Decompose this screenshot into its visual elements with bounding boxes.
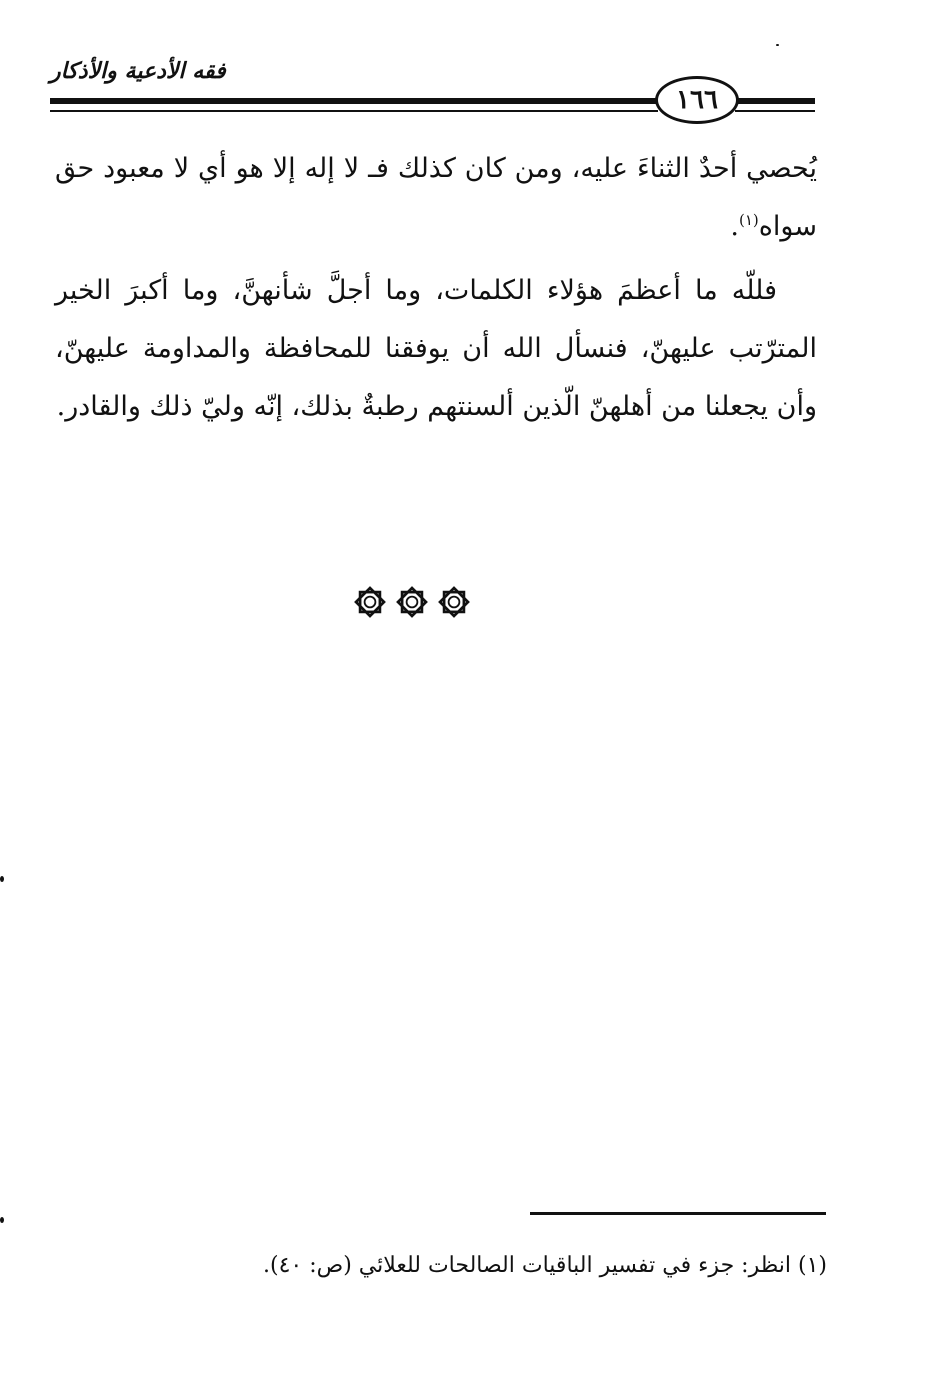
star-ornament-icon (436, 584, 472, 620)
star-ornament-icon (352, 584, 388, 620)
header-rule-right (735, 98, 815, 104)
header-rule-thin (50, 110, 658, 112)
page-number: ١٦٦ (676, 85, 718, 115)
page-header (0, 0, 938, 130)
header-rule-right-thin (735, 110, 815, 112)
footnote: (١) انظر: جزء في تفسير الباقيات الصالحات للعلائي (ص: ٤٠). (262, 1253, 827, 1278)
scan-speck (776, 44, 779, 46)
paragraph-2: فللّه ما أعظمَ هؤلاء الكلمات، وما أجلَّ شأنهنَّ، وما أكبرَ الخير المترّتب عليهنّ، فنسأل الله أن يوفقنا للمحافظة والمداومة عليهنّ، وأن يجعلنا من أهلهنّ الّذين ألسنتهم رطبةٌ بذلك، إنّه وليّ ذلك والقادر. (55, 275, 817, 422)
paragraph-1-end: . (730, 211, 739, 242)
page-number-badge (655, 76, 739, 124)
scan-speck (0, 876, 4, 882)
star-ornament-icon (394, 584, 430, 620)
paragraph-1-text: يُحصي أحدٌ الثناءَ عليه، ومن كان كذلك فـ لا إله إلا هو أي لا معبود حق سواه (55, 153, 817, 242)
running-title: فقه الأدعية والأذكار (50, 58, 226, 84)
header-rule (50, 98, 658, 104)
footnote-separator (530, 1212, 826, 1215)
section-divider-ornament (352, 580, 472, 624)
footnote-reference[interactable]: (١) (739, 211, 759, 229)
scan-speck (0, 1217, 4, 1223)
main-text (55, 140, 817, 436)
paragraph-continuation (55, 140, 817, 256)
